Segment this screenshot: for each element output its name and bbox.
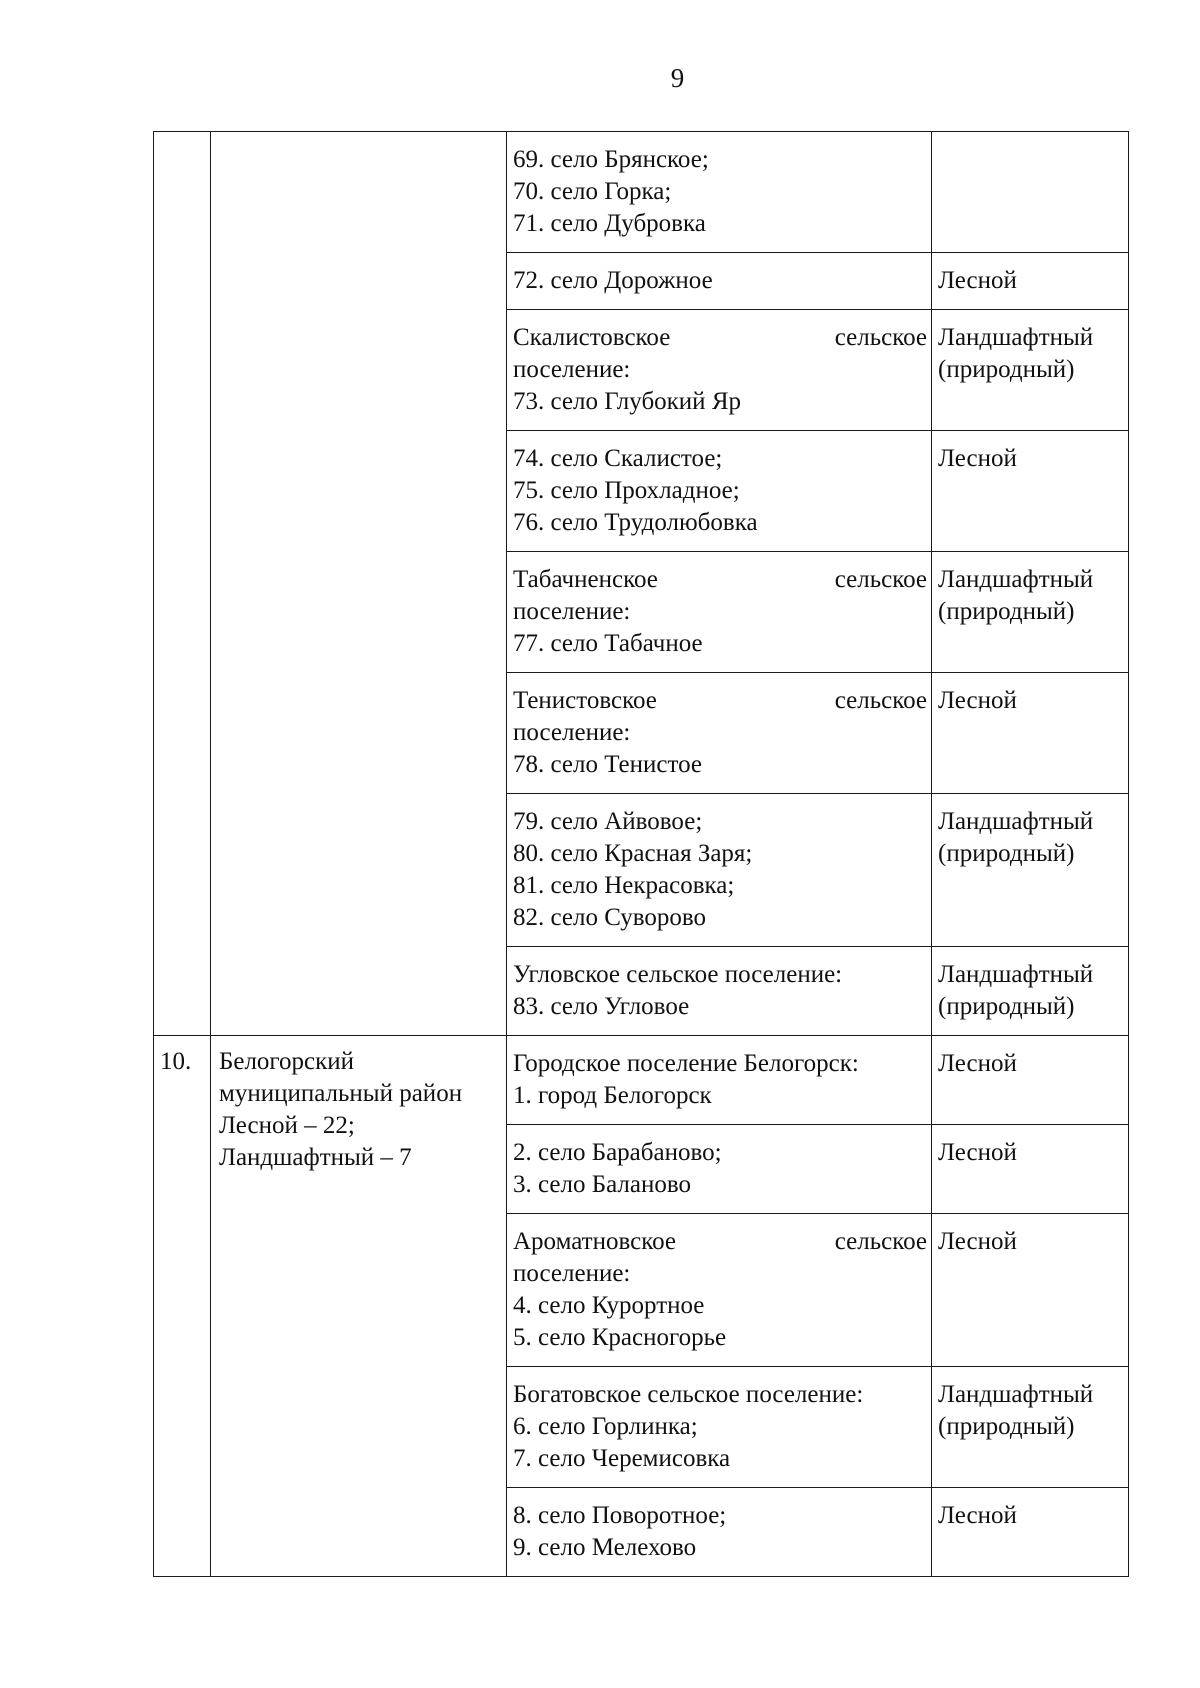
- settlement-line: Городское поселение Белогорск:: [513, 1050, 859, 1077]
- landscape-type: Ландшафтный: [938, 1381, 1094, 1408]
- table-row: [154, 1036, 1129, 1125]
- settlement-line: 74. село Скалистое;: [513, 445, 723, 472]
- landscape-type-cell: [932, 1036, 1129, 1125]
- settlements-cell: [507, 1036, 932, 1125]
- settlements-cell: [507, 947, 932, 1036]
- row-number-cell: [154, 132, 211, 1036]
- settlement-header-word: сельское: [834, 566, 927, 593]
- page-number: 9: [670, 63, 685, 93]
- landscape-type: Лесной: [938, 687, 1017, 714]
- settlement-line: 78. село Тенистое: [513, 751, 702, 778]
- settlement-line: 71. село Дубровка: [513, 210, 706, 237]
- settlement-line: 2. село Барабаново;: [513, 1139, 722, 1166]
- landscape-type-cell: [932, 132, 1129, 253]
- district-line: Ландшафтный – 7: [219, 1144, 412, 1171]
- landscape-type-cell: [932, 1488, 1129, 1577]
- settlement-line: 70. село Горка;: [513, 178, 672, 205]
- settlements-cell: [507, 1214, 932, 1367]
- settlement-line: 80. село Красная Заря;: [513, 840, 753, 867]
- landscape-type: (природный): [938, 1413, 1075, 1440]
- settlement-line: 7. село Черемисовка: [513, 1445, 731, 1472]
- settlement-header-word: сельское: [834, 687, 927, 714]
- landscape-type: Лесной: [938, 1139, 1017, 1166]
- landscape-type: (природный): [938, 356, 1075, 383]
- settlement-line: 77. село Табачное: [513, 630, 703, 657]
- settlement-line: 75. село Прохладное;: [513, 477, 740, 504]
- landscape-type: Ландшафтный: [938, 961, 1094, 988]
- settlement-line: 73. село Глубокий Яр: [513, 388, 741, 415]
- landscape-type-cell: [932, 1367, 1129, 1488]
- landscape-type: Ландшафтный: [938, 324, 1094, 351]
- row-number-cell: [154, 1036, 211, 1577]
- landscape-type-cell: [932, 1125, 1129, 1214]
- settlement-line: 72. село Дорожное: [513, 267, 713, 294]
- table-body: [154, 132, 1129, 1577]
- settlement-line: поселение:: [513, 1260, 631, 1287]
- landscape-type: Ландшафтный: [938, 808, 1094, 835]
- settlement-line: 5. село Красногорье: [513, 1324, 727, 1351]
- settlement-line: поселение:: [513, 356, 631, 383]
- settlements-cell: [507, 552, 932, 673]
- district-line: Лесной – 22;: [219, 1112, 355, 1139]
- district-line: муниципальный район: [219, 1080, 463, 1107]
- landscape-type: (природный): [938, 993, 1075, 1020]
- settlement-line: поселение:: [513, 719, 631, 746]
- landscape-type: Лесной: [938, 1050, 1017, 1077]
- settlements-cell: [507, 1367, 932, 1488]
- district-line: Белогорский: [219, 1048, 355, 1075]
- landscape-type: Лесной: [938, 1502, 1017, 1529]
- district-cell: [211, 1036, 507, 1577]
- settlement-header-line: [513, 1226, 927, 1258]
- landscape-type-cell: [932, 431, 1129, 552]
- settlement-line: 1. город Белогорск: [513, 1082, 712, 1109]
- settlements-cell: [507, 673, 932, 794]
- landscape-type-cell: [932, 673, 1129, 794]
- landscape-type-cell: [932, 253, 1129, 310]
- settlement-line: 6. село Горлинка;: [513, 1413, 698, 1440]
- settlements-cell: [507, 431, 932, 552]
- settlements-cell: [507, 132, 932, 253]
- settlement-line: 79. село Айвовое;: [513, 808, 703, 835]
- settlement-line: 8. село Поворотное;: [513, 1502, 727, 1529]
- landscape-type-cell: [932, 310, 1129, 431]
- settlement-line: 76. село Трудолюбовка: [513, 509, 758, 536]
- settlement-line: 69. село Брянское;: [513, 146, 709, 173]
- settlement-line: 81. село Некрасовка;: [513, 872, 735, 899]
- landscape-type: Лесной: [938, 267, 1017, 294]
- landscape-type-cell: [932, 1214, 1129, 1367]
- settlements-cell: [507, 1488, 932, 1577]
- settlement-line: 4. село Курортное: [513, 1292, 705, 1319]
- table-row: [154, 132, 1129, 253]
- settlement-line: 83. село Угловое: [513, 993, 690, 1020]
- settlement-header-word: Ароматновское: [513, 1228, 677, 1255]
- landscape-type-cell: [932, 947, 1129, 1036]
- settlement-line: Угловское сельское поселение:: [513, 961, 843, 988]
- district-cell: [211, 132, 507, 1036]
- settlement-header-line: [513, 685, 927, 717]
- settlement-header-word: сельское: [834, 1228, 927, 1255]
- settlement-line: Богатовское сельское поселение:: [513, 1381, 864, 1408]
- settlements-cell: [507, 1125, 932, 1214]
- settlement-line: поселение:: [513, 598, 631, 625]
- settlement-line: 82. село Суворово: [513, 904, 707, 931]
- settlement-line: 9. село Мелехово: [513, 1534, 697, 1561]
- settlement-header-word: Табачненское: [513, 566, 658, 593]
- settlement-header-word: сельское: [834, 324, 927, 351]
- settlement-header-word: Скалистовское: [513, 324, 671, 351]
- settlement-header-line: [513, 322, 927, 354]
- landscape-type: Ландшафтный: [938, 566, 1094, 593]
- settlements-cell: [507, 794, 932, 947]
- landscape-type-cell: [932, 552, 1129, 673]
- landscape-type: Лесной: [938, 445, 1017, 472]
- landscape-type-cell: [932, 794, 1129, 947]
- landscape-type: Лесной: [938, 1228, 1017, 1255]
- settlements-cell: [507, 310, 932, 431]
- landscape-type: (природный): [938, 598, 1075, 625]
- row-number: 10.: [160, 1048, 192, 1075]
- landscape-type: (природный): [938, 840, 1075, 867]
- settlement-header-line: [513, 564, 927, 596]
- settlements-cell: [507, 253, 932, 310]
- settlements-table: [153, 131, 1129, 1577]
- settlement-line: 3. село Баланово: [513, 1171, 691, 1198]
- settlement-header-word: Тенистовское: [513, 687, 657, 714]
